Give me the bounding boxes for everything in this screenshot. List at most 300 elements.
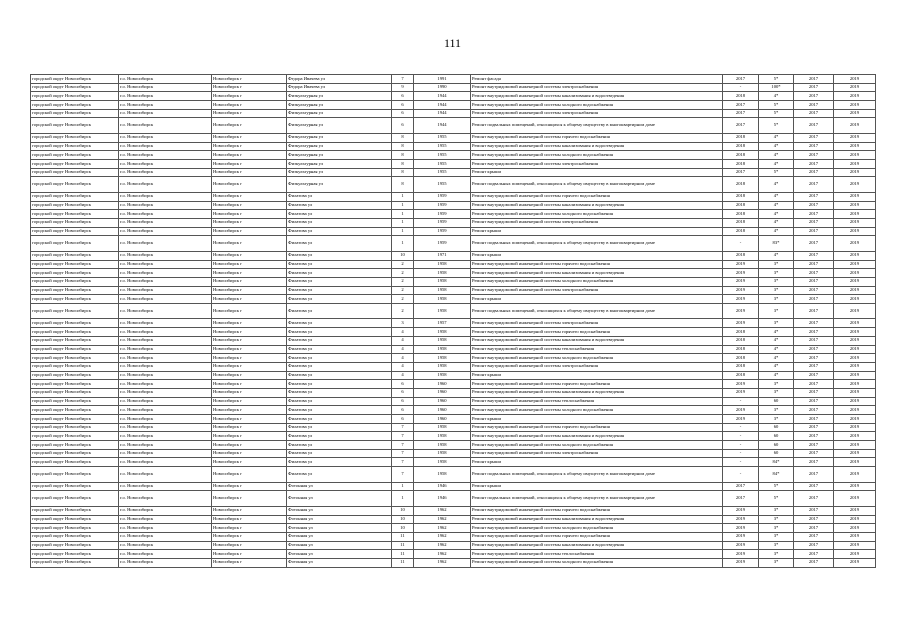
okrug-cell: городской округ Новосибирск	[31, 458, 119, 467]
priority-year-cell: -	[723, 397, 759, 406]
percent-cell: 5*	[759, 168, 794, 177]
locality-cell: Новосибирск г	[212, 277, 287, 286]
work-type-cell: Ремонт внутридомовой инженерной системы теплоснабжения	[471, 345, 723, 354]
street-cell: Филатова ул	[287, 260, 392, 269]
period-end-cell: 2019	[834, 227, 876, 236]
city-cell: г.о. Новосибирск	[119, 345, 212, 354]
period-end-cell: 2019	[834, 345, 876, 354]
priority-year-cell: 2019	[723, 269, 759, 278]
work-type-cell: Ремонт внутридомовой инженерной системы холодного водоснабжения	[471, 151, 723, 160]
locality-cell: Новосибирск г	[212, 286, 287, 295]
percent-cell: 3*	[759, 286, 794, 295]
okrug-cell: городской округ Новосибирск	[31, 388, 119, 397]
period-start-cell: 2017	[794, 415, 834, 424]
period-end-cell: 2019	[834, 388, 876, 397]
table-row	[31, 319, 876, 328]
table-row	[31, 295, 876, 304]
okrug-cell: городской округ Новосибирск	[31, 160, 119, 169]
locality-cell: Новосибирск г	[212, 227, 287, 236]
work-type-cell: Ремонт внутридомовой инженерной системы электроснабжения	[471, 218, 723, 227]
build-year-cell: 1955	[414, 160, 471, 169]
street-cell: Фотонная ул	[287, 515, 392, 524]
build-year-cell: 1955	[414, 177, 471, 193]
percent-cell: 3*	[759, 532, 794, 541]
work-type-cell: Ремонт внутридомовой инженерной системы электроснабжения	[471, 449, 723, 458]
table-row	[31, 210, 876, 219]
table-row	[31, 151, 876, 160]
locality-cell: Новосибирск г	[212, 532, 287, 541]
table-row	[31, 515, 876, 524]
street-cell: Филатова ул	[287, 406, 392, 415]
priority-year-cell: -	[723, 423, 759, 432]
street-cell: Фотонная ул	[287, 541, 392, 550]
okrug-cell: городской округ Новосибирск	[31, 118, 119, 134]
priority-year-cell: 2019	[723, 277, 759, 286]
build-year-cell: 1958	[414, 362, 471, 371]
house-number-cell: 10	[392, 515, 414, 524]
priority-year-cell: 2019	[723, 286, 759, 295]
percent-cell: 5*	[759, 491, 794, 507]
build-year-cell: 1991	[414, 75, 471, 84]
percent-cell: 3*	[759, 541, 794, 550]
house-number-cell: 6	[392, 415, 414, 424]
city-cell: г.о. Новосибирск	[119, 482, 212, 491]
percent-cell: 3*	[759, 415, 794, 424]
percent-cell: 100*	[759, 83, 794, 92]
city-cell: г.о. Новосибирск	[119, 210, 212, 219]
house-number-cell: 4	[392, 328, 414, 337]
city-cell: г.о. Новосибирск	[119, 227, 212, 236]
locality-cell: Новосибирск г	[212, 415, 287, 424]
okrug-cell: городской округ Новосибирск	[31, 354, 119, 363]
priority-year-cell: 2017	[723, 482, 759, 491]
street-cell: Физкультурная ул	[287, 168, 392, 177]
okrug-cell: городской округ Новосибирск	[31, 482, 119, 491]
table-row	[31, 251, 876, 260]
table-row	[31, 541, 876, 550]
street-cell: Филатова ул	[287, 251, 392, 260]
okrug-cell: городской округ Новосибирск	[31, 142, 119, 151]
house-number-cell: 8	[392, 177, 414, 193]
period-end-cell: 2019	[834, 168, 876, 177]
okrug-cell: городской округ Новосибирск	[31, 133, 119, 142]
locality-cell: Новосибирск г	[212, 541, 287, 550]
locality-cell: Новосибирск г	[212, 388, 287, 397]
table-row	[31, 482, 876, 491]
period-start-cell: 2017	[794, 75, 834, 84]
table-row	[31, 380, 876, 389]
period-start-cell: 2017	[794, 109, 834, 118]
period-start-cell: 2017	[794, 524, 834, 533]
okrug-cell: городской округ Новосибирск	[31, 550, 119, 559]
period-end-cell: 2019	[834, 491, 876, 507]
work-type-cell: Ремонт крыши	[471, 458, 723, 467]
priority-year-cell: 2018	[723, 345, 759, 354]
build-year-cell: 1958	[414, 354, 471, 363]
build-year-cell: 1960	[414, 388, 471, 397]
period-start-cell: 2017	[794, 277, 834, 286]
house-number-cell: 4	[392, 371, 414, 380]
period-end-cell: 2019	[834, 541, 876, 550]
city-cell: г.о. Новосибирск	[119, 319, 212, 328]
work-type-cell: Ремонт внутридомовой инженерной системы электроснабжения	[471, 109, 723, 118]
locality-cell: Новосибирск г	[212, 251, 287, 260]
city-cell: г.о. Новосибирск	[119, 118, 212, 134]
period-end-cell: 2019	[834, 151, 876, 160]
period-start-cell: 2017	[794, 458, 834, 467]
street-cell: Физкультурная ул	[287, 101, 392, 110]
period-end-cell: 2019	[834, 458, 876, 467]
okrug-cell: городской округ Новосибирск	[31, 371, 119, 380]
work-type-cell: Ремонт крыши	[471, 371, 723, 380]
period-start-cell: 2017	[794, 177, 834, 193]
percent-cell: 4*	[759, 160, 794, 169]
period-end-cell: 2019	[834, 75, 876, 84]
build-year-cell: 1944	[414, 109, 471, 118]
city-cell: г.о. Новосибирск	[119, 260, 212, 269]
city-cell: г.о. Новосибирск	[119, 467, 212, 483]
okrug-cell: городской округ Новосибирск	[31, 168, 119, 177]
period-end-cell: 2019	[834, 415, 876, 424]
period-end-cell: 2019	[834, 118, 876, 134]
locality-cell: Новосибирск г	[212, 92, 287, 101]
work-type-cell: Ремонт внутридомовой инженерной системы холодного водоснабжения	[471, 101, 723, 110]
period-start-cell: 2017	[794, 558, 834, 567]
city-cell: г.о. Новосибирск	[119, 168, 212, 177]
locality-cell: Новосибирск г	[212, 260, 287, 269]
street-cell: Филатова ул	[287, 303, 392, 319]
locality-cell: Новосибирск г	[212, 397, 287, 406]
okrug-cell: городской округ Новосибирск	[31, 532, 119, 541]
period-end-cell: 2019	[834, 328, 876, 337]
priority-year-cell: 2017	[723, 118, 759, 134]
period-start-cell: 2017	[794, 441, 834, 450]
priority-year-cell: 2018	[723, 133, 759, 142]
locality-cell: Новосибирск г	[212, 218, 287, 227]
priority-year-cell: 2018	[723, 177, 759, 193]
work-type-cell: Ремонт внутридомовой инженерной системы канализования и водоотведения	[471, 388, 723, 397]
period-start-cell: 2017	[794, 236, 834, 252]
locality-cell: Новосибирск г	[212, 168, 287, 177]
build-year-cell: 1959	[414, 227, 471, 236]
okrug-cell: городской округ Новосибирск	[31, 75, 119, 84]
table-row	[31, 506, 876, 515]
street-cell: Физкультурная ул	[287, 109, 392, 118]
period-start-cell: 2017	[794, 532, 834, 541]
street-cell: Физкультурная ул	[287, 133, 392, 142]
street-cell: Фотонная ул	[287, 550, 392, 559]
table-row	[31, 286, 876, 295]
locality-cell: Новосибирск г	[212, 441, 287, 450]
house-number-cell: 6	[392, 380, 414, 389]
priority-year-cell: 2019	[723, 506, 759, 515]
house-number-cell: 1	[392, 227, 414, 236]
work-type-cell: Ремонт подвальных помещений, относящихся к общему имуществу в многоквартирном доме	[471, 467, 723, 483]
work-type-cell: Ремонт подвальных помещений, относящихся к общему имуществу в многоквартирном доме	[471, 491, 723, 507]
work-type-cell: Ремонт крыши	[471, 227, 723, 236]
priority-year-cell: 2017	[723, 109, 759, 118]
work-type-cell: Ремонт внутридомовой инженерной системы холодного водоснабжения	[471, 524, 723, 533]
build-year-cell: 1946	[414, 482, 471, 491]
locality-cell: Новосибирск г	[212, 558, 287, 567]
table-row	[31, 303, 876, 319]
period-start-cell: 2017	[794, 362, 834, 371]
city-cell: г.о. Новосибирск	[119, 201, 212, 210]
period-start-cell: 2017	[794, 397, 834, 406]
table-row	[31, 236, 876, 252]
work-type-cell: Ремонт подвальных помещений, относящихся к общему имуществу в многоквартирном доме	[471, 236, 723, 252]
work-type-cell: Ремонт внутридомовой инженерной системы холодного водоснабжения	[471, 354, 723, 363]
period-start-cell: 2017	[794, 449, 834, 458]
city-cell: г.о. Новосибирск	[119, 295, 212, 304]
city-cell: г.о. Новосибирск	[119, 491, 212, 507]
period-start-cell: 2017	[794, 210, 834, 219]
okrug-cell: городской округ Новосибирск	[31, 506, 119, 515]
priority-year-cell: 2018	[723, 371, 759, 380]
period-start-cell: 2017	[794, 142, 834, 151]
city-cell: г.о. Новосибирск	[119, 432, 212, 441]
city-cell: г.о. Новосибирск	[119, 406, 212, 415]
house-number-cell: 7	[392, 458, 414, 467]
period-start-cell: 2017	[794, 269, 834, 278]
period-end-cell: 2019	[834, 192, 876, 201]
percent-cell: 4*	[759, 345, 794, 354]
period-end-cell: 2019	[834, 550, 876, 559]
okrug-cell: городской округ Новосибирск	[31, 558, 119, 567]
work-type-cell: Ремонт внутридомовой инженерной системы канализования и водоотведения	[471, 201, 723, 210]
percent-cell: 4*	[759, 354, 794, 363]
house-number-cell: 2	[392, 269, 414, 278]
build-year-cell: 1957	[414, 319, 471, 328]
percent-cell: 60	[759, 449, 794, 458]
house-number-cell: 11	[392, 558, 414, 567]
okrug-cell: городской округ Новосибирск	[31, 449, 119, 458]
table-row	[31, 432, 876, 441]
work-type-cell: Ремонт внутридомовой инженерной системы горячего водоснабжения	[471, 192, 723, 201]
house-number-cell: 6	[392, 388, 414, 397]
house-number-cell: 8	[392, 151, 414, 160]
build-year-cell: 1958	[414, 432, 471, 441]
priority-year-cell: 2017	[723, 75, 759, 84]
build-year-cell: 1960	[414, 380, 471, 389]
house-number-cell: 11	[392, 532, 414, 541]
percent-cell: 4*	[759, 192, 794, 201]
house-number-cell: 2	[392, 260, 414, 269]
okrug-cell: городской округ Новосибирск	[31, 218, 119, 227]
priority-year-cell: -	[723, 441, 759, 450]
city-cell: г.о. Новосибирск	[119, 524, 212, 533]
period-end-cell: 2019	[834, 277, 876, 286]
okrug-cell: городской округ Новосибирск	[31, 109, 119, 118]
locality-cell: Новосибирск г	[212, 142, 287, 151]
street-cell: Филатова ул	[287, 354, 392, 363]
percent-cell: 3*	[759, 550, 794, 559]
period-start-cell: 2017	[794, 388, 834, 397]
okrug-cell: городской округ Новосибирск	[31, 491, 119, 507]
work-type-cell: Ремонт внутридомовой инженерной системы электроснабжения	[471, 362, 723, 371]
build-year-cell: 1958	[414, 458, 471, 467]
street-cell: Филатова ул	[287, 295, 392, 304]
street-cell: Фотонная ул	[287, 532, 392, 541]
street-cell: Филатова ул	[287, 286, 392, 295]
period-end-cell: 2019	[834, 482, 876, 491]
build-year-cell: 1944	[414, 92, 471, 101]
priority-year-cell: 2018	[723, 192, 759, 201]
build-year-cell: 1955	[414, 142, 471, 151]
city-cell: г.о. Новосибирск	[119, 142, 212, 151]
period-start-cell: 2017	[794, 550, 834, 559]
street-cell: Филатова ул	[287, 319, 392, 328]
house-number-cell: 6	[392, 118, 414, 134]
house-number-cell: 11	[392, 541, 414, 550]
table-row	[31, 201, 876, 210]
build-year-cell: 1959	[414, 236, 471, 252]
table-row	[31, 328, 876, 337]
build-year-cell: 1958	[414, 269, 471, 278]
locality-cell: Новосибирск г	[212, 482, 287, 491]
city-cell: г.о. Новосибирск	[119, 251, 212, 260]
build-year-cell: 1944	[414, 101, 471, 110]
percent-cell: 3*	[759, 388, 794, 397]
priority-year-cell: 2018	[723, 362, 759, 371]
house-number-cell: 6	[392, 92, 414, 101]
percent-cell: 4*	[759, 177, 794, 193]
house-number-cell: 8	[392, 160, 414, 169]
build-year-cell: 1958	[414, 277, 471, 286]
house-number-cell: 10	[392, 524, 414, 533]
okrug-cell: городской округ Новосибирск	[31, 336, 119, 345]
city-cell: г.о. Новосибирск	[119, 101, 212, 110]
city-cell: г.о. Новосибирск	[119, 92, 212, 101]
okrug-cell: городской округ Новосибирск	[31, 345, 119, 354]
build-year-cell: 1959	[414, 210, 471, 219]
table-row	[31, 142, 876, 151]
table-row	[31, 441, 876, 450]
build-year-cell: 1958	[414, 260, 471, 269]
city-cell: г.о. Новосибирск	[119, 371, 212, 380]
period-end-cell: 2019	[834, 354, 876, 363]
okrug-cell: городской округ Новосибирск	[31, 251, 119, 260]
build-year-cell: 1958	[414, 423, 471, 432]
build-year-cell: 1955	[414, 133, 471, 142]
table-row	[31, 362, 876, 371]
locality-cell: Новосибирск г	[212, 192, 287, 201]
period-end-cell: 2019	[834, 133, 876, 142]
locality-cell: Новосибирск г	[212, 336, 287, 345]
locality-cell: Новосибирск г	[212, 160, 287, 169]
city-cell: г.о. Новосибирск	[119, 515, 212, 524]
city-cell: г.о. Новосибирск	[119, 269, 212, 278]
locality-cell: Новосибирск г	[212, 524, 287, 533]
locality-cell: Новосибирск г	[212, 345, 287, 354]
work-type-cell: Ремонт внутридомовой инженерной системы электроснабжения	[471, 286, 723, 295]
percent-cell: 3*	[759, 558, 794, 567]
period-start-cell: 2017	[794, 336, 834, 345]
city-cell: г.о. Новосибирск	[119, 303, 212, 319]
period-start-cell: 2017	[794, 423, 834, 432]
locality-cell: Новосибирск г	[212, 506, 287, 515]
period-end-cell: 2019	[834, 532, 876, 541]
work-type-cell: Ремонт внутридомовой инженерной системы канализования и водоотведения	[471, 142, 723, 151]
okrug-cell: городской округ Новосибирск	[31, 415, 119, 424]
okrug-cell: городской округ Новосибирск	[31, 151, 119, 160]
work-type-cell: Ремонт внутридомовой инженерной системы холодного водоснабжения	[471, 277, 723, 286]
street-cell: Филатова ул	[287, 449, 392, 458]
house-number-cell: 2	[392, 303, 414, 319]
table-row	[31, 550, 876, 559]
locality-cell: Новосибирск г	[212, 118, 287, 134]
work-type-cell: Ремонт подвальных помещений, относящихся к общему имуществу в многоквартирном доме	[471, 303, 723, 319]
street-cell: Фотонная ул	[287, 482, 392, 491]
period-end-cell: 2019	[834, 362, 876, 371]
table-row	[31, 177, 876, 193]
street-cell: Фотонная ул	[287, 558, 392, 567]
priority-year-cell: 2019	[723, 524, 759, 533]
build-year-cell: 1955	[414, 168, 471, 177]
period-start-cell: 2017	[794, 218, 834, 227]
locality-cell: Новосибирск г	[212, 354, 287, 363]
period-end-cell: 2019	[834, 160, 876, 169]
percent-cell: 3*	[759, 269, 794, 278]
locality-cell: Новосибирск г	[212, 362, 287, 371]
okrug-cell: городской округ Новосибирск	[31, 210, 119, 219]
street-cell: Филатова ул	[287, 201, 392, 210]
build-year-cell: 1958	[414, 449, 471, 458]
period-start-cell: 2017	[794, 515, 834, 524]
period-end-cell: 2019	[834, 303, 876, 319]
work-type-cell: Ремонт внутридомовой инженерной системы теплоснабжения	[471, 550, 723, 559]
work-type-cell: Ремонт внутридомовой инженерной системы горячего водоснабжения	[471, 260, 723, 269]
percent-cell: 4*	[759, 92, 794, 101]
page-number: 111	[443, 36, 462, 50]
period-end-cell: 2019	[834, 319, 876, 328]
period-end-cell: 2019	[834, 177, 876, 193]
okrug-cell: городской округ Новосибирск	[31, 467, 119, 483]
house-number-cell: 6	[392, 101, 414, 110]
house-number-cell: 6	[392, 109, 414, 118]
table-row	[31, 371, 876, 380]
locality-cell: Новосибирск г	[212, 303, 287, 319]
build-year-cell: 1960	[414, 415, 471, 424]
table-row	[31, 406, 876, 415]
street-cell: Физкультурная ул	[287, 151, 392, 160]
percent-cell: 60	[759, 397, 794, 406]
table-row	[31, 558, 876, 567]
period-start-cell: 2017	[794, 92, 834, 101]
street-cell: Федора Ивачева ул	[287, 83, 392, 92]
street-cell: Филатова ул	[287, 397, 392, 406]
okrug-cell: городской округ Новосибирск	[31, 192, 119, 201]
city-cell: г.о. Новосибирск	[119, 354, 212, 363]
street-cell: Филатова ул	[287, 371, 392, 380]
street-cell: Филатова ул	[287, 277, 392, 286]
work-type-cell: Ремонт фасада	[471, 75, 723, 84]
house-number-cell: 7	[392, 467, 414, 483]
work-type-cell: Ремонт крыши	[471, 482, 723, 491]
build-year-cell: 1990	[414, 83, 471, 92]
priority-year-cell: 2018	[723, 160, 759, 169]
locality-cell: Новосибирск г	[212, 210, 287, 219]
work-type-cell: Ремонт крыши	[471, 415, 723, 424]
priority-year-cell: -	[723, 467, 759, 483]
period-end-cell: 2019	[834, 92, 876, 101]
okrug-cell: городской округ Новосибирск	[31, 236, 119, 252]
city-cell: г.о. Новосибирск	[119, 532, 212, 541]
okrug-cell: городской округ Новосибирск	[31, 83, 119, 92]
table-row	[31, 532, 876, 541]
okrug-cell: городской округ Новосибирск	[31, 328, 119, 337]
priority-year-cell: 2018	[723, 201, 759, 210]
